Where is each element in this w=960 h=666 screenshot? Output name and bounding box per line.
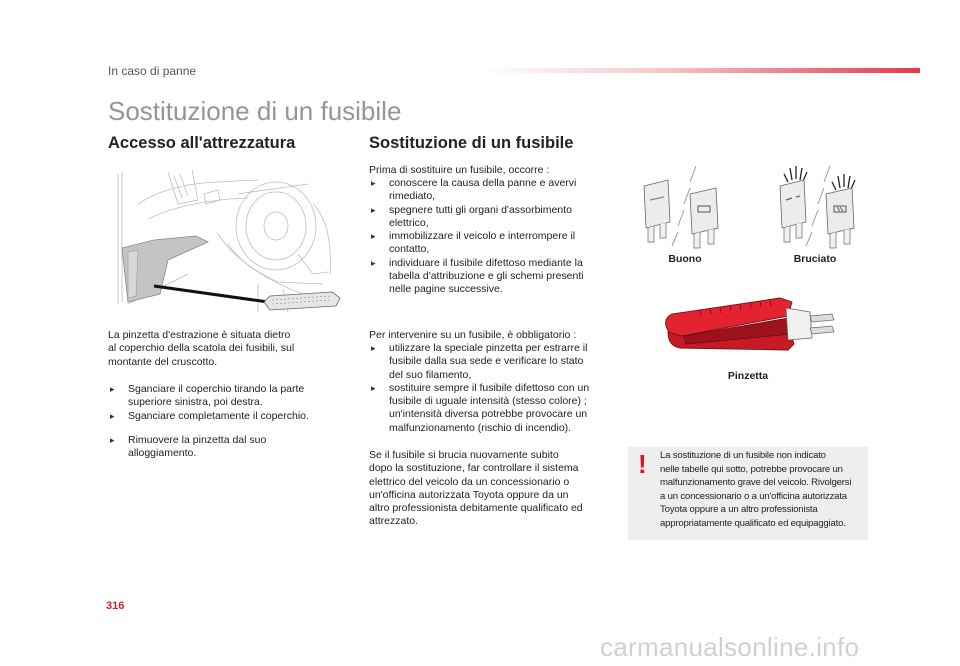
- heading-access-tools: Accesso all'attrezzatura: [108, 134, 296, 152]
- caption-tweezers: Pinzetta: [727, 370, 769, 382]
- watermark: carmanualsonline.info: [600, 632, 860, 662]
- bullet-icon: ▸: [371, 204, 376, 215]
- bullet-icon: ▸: [371, 257, 376, 268]
- tweezers-red-illustration: [660, 292, 842, 360]
- caption-burnt: Bruciato: [793, 253, 837, 265]
- warning-icon: !: [638, 449, 647, 479]
- list-item: ▸ Sganciare completamente il coperchio.: [110, 409, 309, 422]
- left-intro: La pinzetta d'estrazione è situata dietro al coperchio della scatola dei fusibili, sul montante del cruscotto.: [108, 329, 295, 368]
- before-intro: Prima di sostituire un fusibile, occorre :: [369, 164, 550, 176]
- list-item: ▸ individuare il fusibile difettoso mediante la tabella d'attribuzione e gli schemi presenti nelle pagine successive.: [371, 256, 584, 296]
- outro: Se il fusibile si brucia nuovamente subito dopo la sostituzione, far controllare il sistema elettrico del veicolo da un concessionario o un'officina autorizzata Toyota oppure da un altro professionista debitamente qualificato ed attrezzato.: [369, 449, 583, 528]
- list-item: ▸ utilizzare la speciale pinzetta per estrarre il fusibile dalla sua sede e verificare lo stato del suo filamento,: [371, 342, 588, 381]
- heading-replace-fuse: Sostituzione di un fusibile: [369, 134, 574, 152]
- list-item: ▸ Sganciare il coperchio tirando la parte superiore sinistra, poi destra.: [110, 383, 305, 409]
- before-list: [369, 177, 619, 297]
- left-steps-2: [108, 434, 348, 461]
- left-steps-1: [108, 383, 348, 423]
- act-list: [369, 342, 619, 435]
- bullet-icon: ▸: [371, 231, 376, 242]
- fuse-burnt-illustration: [774, 162, 870, 252]
- bullet-icon: ▸: [110, 435, 115, 445]
- list-item: ▸ conoscere la causa della panne e avervi rimediato,: [371, 177, 577, 203]
- bullet-icon: ▸: [371, 382, 376, 393]
- fuse-good-illustration: [640, 162, 736, 252]
- caption-good: Buono: [668, 253, 702, 265]
- bullet-icon: ▸: [371, 178, 376, 188]
- bullet-icon: ▸: [371, 343, 376, 353]
- bullet-icon: ▸: [110, 410, 115, 421]
- header-accent-bar: [480, 68, 920, 73]
- page-number: 316: [106, 600, 125, 612]
- warning-text: La sostituzione di un fusibile non indicato nelle tabelle qui sotto, potrebbe provocare un malfunzionamento grave del veicolo. Rivolgersi a un concessionario o a un'officina autorizzata Toyota oppure a un altro professionista appropriatamente qualificato ed equipaggiato.: [660, 450, 852, 529]
- list-item: ▸ immobilizzare il veicolo e interrompere il contatto,: [371, 230, 576, 256]
- section-label: In caso di panne: [108, 64, 197, 78]
- tweezers-small-illustration: [262, 290, 342, 312]
- list-item: ▸ Rimuovere la pinzetta dal suo alloggiamento.: [110, 434, 267, 460]
- list-item: ▸ sostituire sempre il fusibile difettoso con un fusibile di uguale intensità (stesso colore) ; un'intensità diversa potrebbe provocare un malfunzionamento (rischio di incendio).: [371, 381, 590, 434]
- list-item: ▸ spegnere tutti gli organi d'assorbimento elettrico,: [371, 203, 572, 229]
- bullet-icon: ▸: [110, 384, 115, 394]
- act-intro: Per intervenire su un fusibile, è obbligatorio :: [369, 329, 577, 341]
- page-title: Sostituzione di un fusibile: [108, 96, 402, 126]
